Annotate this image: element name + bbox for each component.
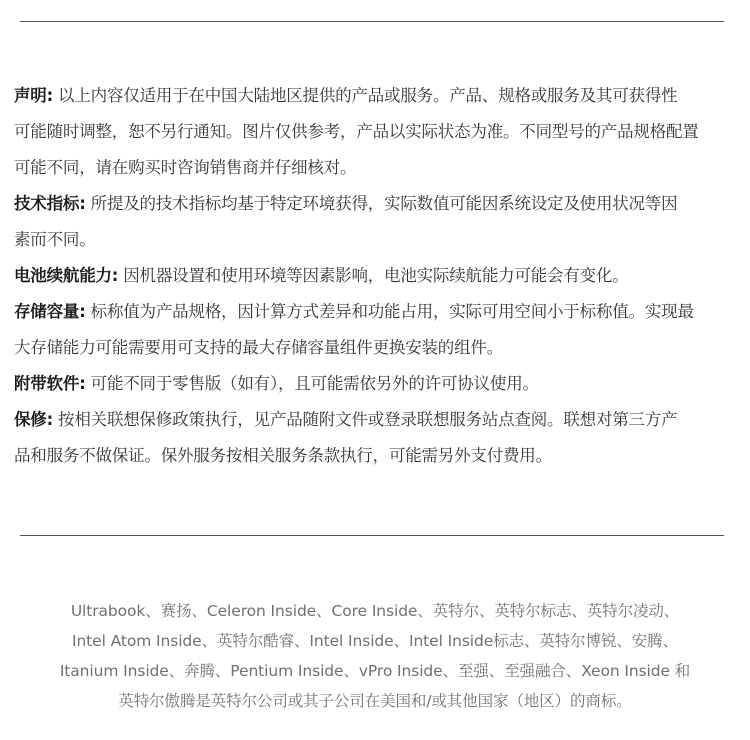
trademark-line: Ultrabook、赛扬、Celeron Inside、Core Inside、英特尔、英特尔标志、英特尔凌动、 — [70, 602, 680, 620]
disclaimer-statement — [14, 78, 740, 186]
bottom-divider — [20, 535, 724, 536]
trademark-notice — [0, 596, 750, 716]
disclaimer-text: 按相关联想保修政策执行，见产品随附文件或登录联想服务站点查阅。联想对第三方产 — [53, 410, 678, 429]
top-divider — [20, 21, 724, 22]
disclaimer-text: 素而不同。 — [14, 230, 96, 249]
disclaimer-text: 所提及的技术指标均基于特定环境获得，实际数值可能因系统设定及使用状况等因 — [85, 194, 678, 213]
disclaimer-text: 可能随时调整，恕不另行通知。图片仅供参考，产品以实际状态为准。不同型号的产品规格配置 — [14, 122, 699, 141]
disclaimer-bundled-software — [14, 366, 740, 402]
disclaimer-storage-capacity — [14, 294, 740, 366]
term-label: 声明: — [14, 86, 53, 105]
disclaimer-text: 标称值为产品规格，因计算方式差异和功能占用，实际可用空间小于标称值。实现最 — [85, 302, 694, 321]
trademark-line: Intel Atom Inside、英特尔酷睿、Intel Inside、Intel Inside标志、英特尔博锐、安腾、 — [71, 632, 678, 650]
disclaimer-technical-specs — [14, 186, 740, 258]
disclaimer-text: 大存储能力可能需要用可支持的最大存储容量组件更换安装的组件。 — [14, 338, 504, 357]
term-label: 存储容量: — [14, 302, 86, 321]
disclaimer-text: 品和服务不做保证。保外服务按相关服务条款执行，可能需另外支付费用。 — [14, 446, 552, 465]
disclaimer-text: 因机器设置和使用环境等因素影响，电池实际续航能力可能会有变化。 — [118, 266, 629, 285]
term-label: 附带软件: — [14, 374, 86, 393]
term-label: 电池续航能力: — [14, 266, 119, 285]
term-label: 技术指标: — [14, 194, 86, 213]
disclaimer-warranty — [14, 402, 740, 474]
trademark-line: 英特尔傲腾是英特尔公司或其子公司在美国和/或其他国家（地区）的商标。 — [118, 692, 632, 710]
disclaimer-text: 以上内容仅适用于在中国大陆地区提供的产品或服务。产品、规格或服务及其可获得性 — [53, 86, 678, 105]
disclaimer-text: 可能不同于零售版（如有），且可能需依另外的许可协议使用。 — [85, 374, 539, 393]
term-label: 保修: — [14, 410, 53, 429]
disclaimer-text: 可能不同，请在购买时咨询销售商并仔细核对。 — [14, 158, 357, 177]
disclaimer-battery-life — [14, 258, 740, 294]
trademark-line: Itanium Inside、奔腾、Pentium Inside、vPro Inside、至强、至强融合、Xeon Inside 和 — [59, 662, 691, 680]
disclaimer-section — [14, 78, 740, 474]
